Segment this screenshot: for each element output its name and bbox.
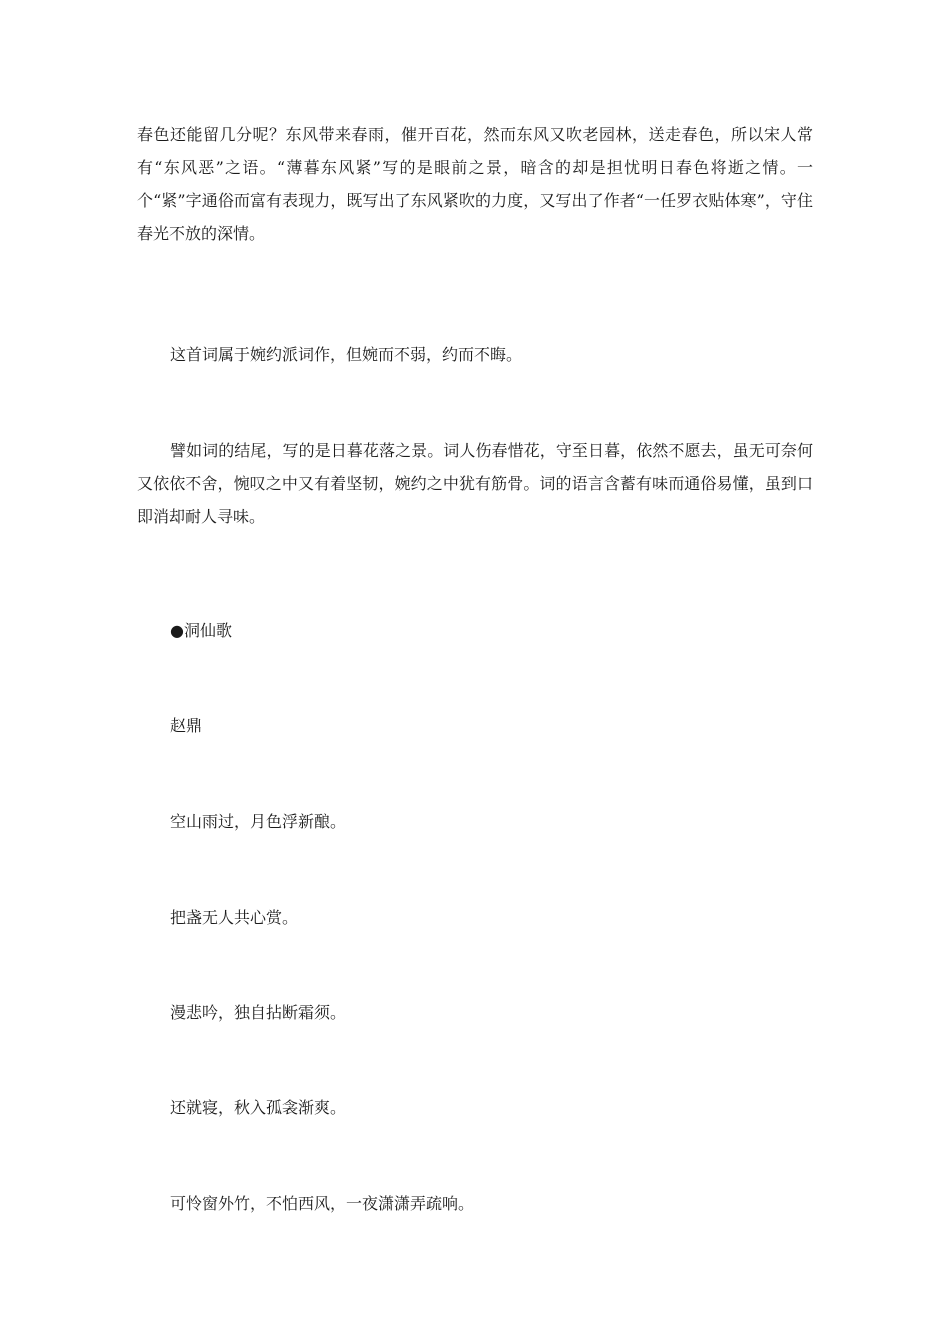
paragraph-style-comment: 这首词属于婉约派词作，但婉而不弱，约而不晦。 (170, 345, 523, 364)
poem-line: 把盏无人共心赏。 (170, 908, 299, 927)
poem-line: 漫悲吟，独自拈断霜须。 (170, 1003, 347, 1022)
poem-title: ●洞仙歌 (170, 621, 232, 640)
poem-line: 可怜窗外竹，不怕西风，一夜潇潇弄疏响。 (170, 1194, 475, 1213)
poem-line: 还就寝，秋入孤衾渐爽。 (170, 1098, 347, 1117)
paragraph-ending-analysis: 譬如词的结尾，写的是日暮花落之景。词人伤春惜花，守至日暮，依然不愿去，虽无可奈何又依依不舍，惋叹之中又有着坚韧，婉约之中犹有筋骨。词的语言含蓄有味而通俗易懂，虽到口即消却耐人寻味。 (137, 441, 813, 526)
paragraph-spring-wind: 春色还能留几分呢？东风带来春雨，催开百花，然而东风又吹老园林，送走春色，所以宋人常有“东风恶”之语。“薄暮东风紧”写的是眼前之景，暗含的却是担忧明日春色将逝之情。一个“紧”字通俗而富有表现力，既写出了东风紧吹的力度，又写出了作者“一任罗衣贴体寒”，守住春光不放的深情。 (137, 125, 813, 243)
poem-line: 空山雨过，月色浮新酿。 (170, 812, 347, 831)
poem-author: 赵鼎 (170, 716, 203, 735)
